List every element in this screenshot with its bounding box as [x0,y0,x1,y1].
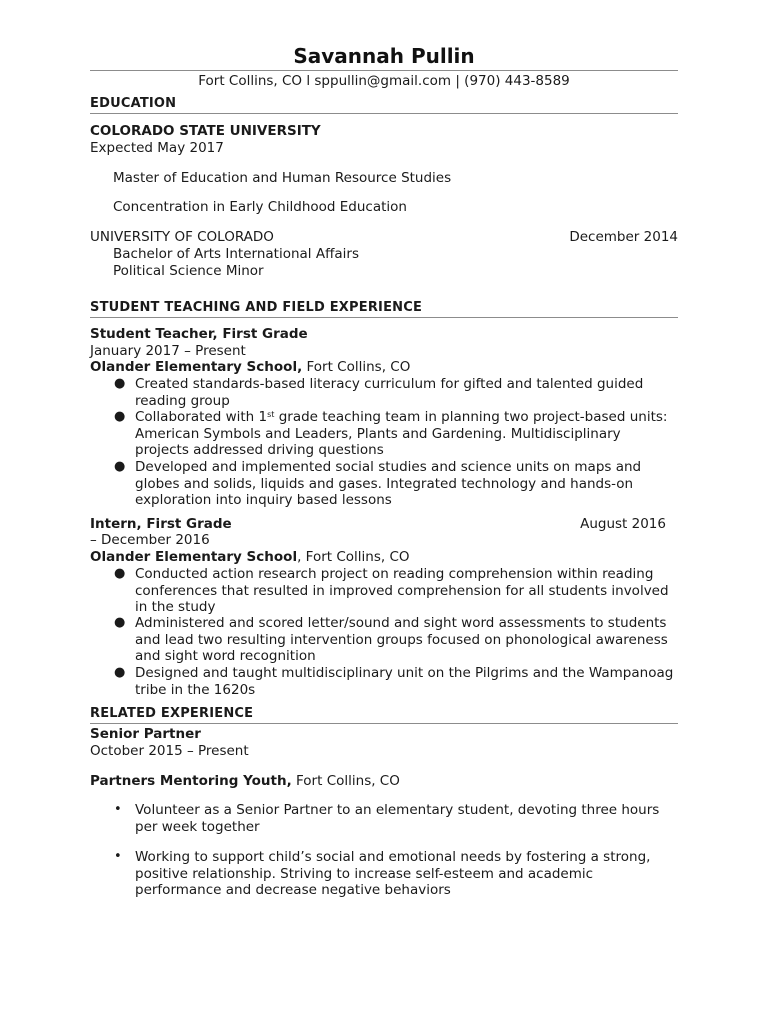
bullet-icon: • [114,802,122,817]
related-dates: October 2015 – Present [90,743,249,759]
contact-line: Fort Collins, CO l sppullin@gmail.com | (970) 443-8589 [90,70,678,89]
candidate-name: Savannah Pullin [293,44,475,68]
job1-org: Olander Elementary School, [90,359,303,375]
related-org-line [90,773,400,789]
bullet-icon: ● [114,376,126,391]
job1-location: Fort Collins, CO [306,359,411,375]
job1-title: Student Teacher, First Grade [90,326,308,342]
bullet-icon: ● [114,615,126,630]
job1-bullet-2-start: Collaborated with 1 [135,409,268,425]
education-heading: EDUCATION [90,96,678,114]
csu-degree: Master of Education and Human Resource Studies [113,170,452,186]
job2-title: Intern, First Grade [90,516,232,532]
teaching-heading: STUDENT TEACHING AND FIELD EXPERIENCE [90,300,678,318]
job1-bullet-2-rest: grade teaching team in planning two project-based units: American Symbols and Leaders, Plants and Gardening. Multidisciplinary projects addressed driving questions [135,409,668,458]
cu-degree: Bachelor of Arts International Affairs [113,246,359,262]
job2-bullet-2: Administered and scored letter/sound and sight word assessments to students and lead two resulting intervention groups focused on phonological awareness and sight word recognition [135,615,668,664]
job2-date-start: August 2016 [580,516,666,532]
job1-bullet-2 [135,409,675,459]
related-title: Senior Partner [90,726,201,742]
job2-org: Olander Elementary School [90,549,298,565]
csu-concentration: Concentration in Early Childhood Education [113,199,407,215]
job1-org-line [90,359,410,375]
csu-date: Expected May 2017 [90,140,224,156]
related-heading: RELATED EXPERIENCE [90,706,678,724]
job1-bullet-3: Developed and implemented social studies and science units on maps and globes and solids, liquids and gases. Integrated technology and hands-on exploration into inquiry based lessons [135,459,642,508]
related-org: Partners Mentoring Youth, [90,773,292,789]
job1-bullet-1: Created standards-based literacy curriculum for gifted and talented guided reading group [135,376,644,409]
cu-minor: Political Science Minor [113,263,264,279]
bullet-icon: ● [114,566,126,581]
related-location: Fort Collins, CO [296,773,400,789]
job2-date-end: – December 2016 [90,532,210,548]
cu-date: December 2014 [569,229,678,245]
job1-dates: January 2017 – Present [90,343,246,359]
bullet-icon: ● [114,409,126,424]
ordinal-suffix: st [267,410,275,419]
bullet-icon: • [114,849,122,864]
csu-school: COLORADO STATE UNIVERSITY [90,123,321,139]
job2-location: , Fort Collins, CO [297,549,410,565]
job2-bullet-3: Designed and taught multidisciplinary unit on the Pilgrims and the Wampanoag tribe in the 1620s [135,665,674,698]
job2-org-line [90,549,410,565]
bullet-icon: ● [114,459,126,474]
bullet-icon: ● [114,665,126,680]
cu-school: UNIVERSITY OF COLORADO [90,229,274,245]
job2-bullet-1: Conducted action research project on reading comprehension within reading conferences that resulted in improved comprehension for all students involved in the study [135,566,669,615]
related-bullet-1: Volunteer as a Senior Partner to an elementary student, devoting three hours per week together [135,802,660,835]
related-bullet-2: Working to support child’s social and emotional needs by fostering a strong, positive relationship. Striving to increase self-esteem and academic performance and decrease negative behaviors [135,849,651,898]
